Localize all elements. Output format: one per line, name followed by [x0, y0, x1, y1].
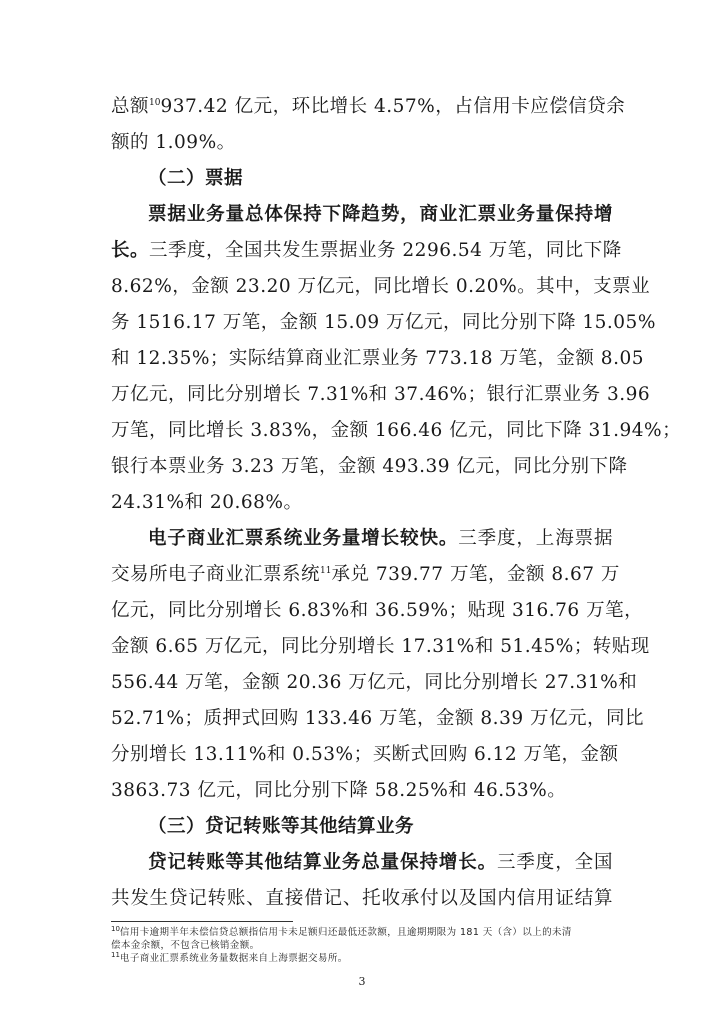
body-line: 3863.73 亿元，同比分别下降 58.25%和 46.53%。	[111, 780, 567, 801]
footnote: $^{10}$信用卡逾期半年未偿信贷总额指信用卡未足额归还最低还款额，且逾期期限为 181 天（含）以上的未清	[111, 924, 572, 938]
page-number: 3	[358, 975, 366, 988]
body-line: 总额$^{10}$937.42 亿元，环比增长 4.57%，占信用卡应偿信贷余	[111, 96, 626, 117]
section-heading: （三）贷记转账等其他结算业务	[148, 816, 415, 837]
body-line: 共发生贷记转账、直接借记、托收承付以及国内信用证结算	[111, 888, 613, 909]
body-line: 金额 6.65 万亿元，同比分别增长 17.31%和 51.45%；转贴现	[111, 636, 650, 657]
section-heading: （二）票据	[148, 168, 244, 189]
body-line: 亿元，同比分别增长 6.83%和 36.59%；贴现 316.76 万笔，	[111, 600, 644, 621]
body-line: 银行本票业务 3.23 万笔，金额 493.39 亿元，同比分别下降	[111, 456, 628, 477]
body-line: 电子商业汇票系统业务量增长较快。三季度，上海票据	[148, 528, 613, 549]
body-line: 和 12.35%；实际结算商业汇票业务 773.18 万笔，金额 8.05	[111, 348, 644, 369]
body-line: 务 1516.17 万笔，金额 15.09 万亿元，同比分别下降 15.05%	[111, 312, 656, 333]
body-line: 8.62%，金额 23.20 万亿元，同比增长 0.20%。其中，支票业	[111, 276, 651, 297]
footnote-divider	[111, 921, 293, 922]
body-line: 交易所电子商业汇票系统$^{11}$承兑 739.77 万笔，金额 8.67 万	[111, 564, 620, 585]
body-line: 24.31%和 20.68%。	[111, 492, 303, 513]
body-line: 票据业务量总体保持下降趋势，商业汇票业务量保持增	[148, 204, 613, 225]
body-line: 分别增长 13.11%和 0.53%；买断式回购 6.12 万笔，金额	[111, 744, 619, 765]
body-line: 长。三季度，全国共发生票据业务 2296.54 万笔，同比下降	[111, 240, 622, 261]
footnote-ref: 11	[320, 565, 332, 576]
footnote-ref: 10	[149, 97, 161, 108]
body-line: 52.71%；质押式回购 133.46 万笔，金额 8.39 万亿元，同比	[111, 708, 644, 729]
body-line: 贷记转账等其他结算业务总量保持增长。三季度，全国	[148, 852, 613, 873]
body-line: 额的 1.09%。	[111, 132, 236, 153]
body-line: 556.44 万笔，金额 20.36 万亿元，同比分别增长 27.31%和	[111, 672, 638, 693]
footnote: $^{11}$电子商业汇票系统业务量数据来自上海票据交易所。	[111, 950, 348, 964]
body-line: 万笔，同比增长 3.83%，金额 166.46 亿元，同比下降 31.94%；	[111, 420, 682, 441]
body-line: 万亿元，同比分别增长 7.31%和 37.46%；银行汇票业务 3.96	[111, 384, 651, 405]
footnote: 偿本金余额，不包含已核销金额。	[111, 940, 260, 951]
